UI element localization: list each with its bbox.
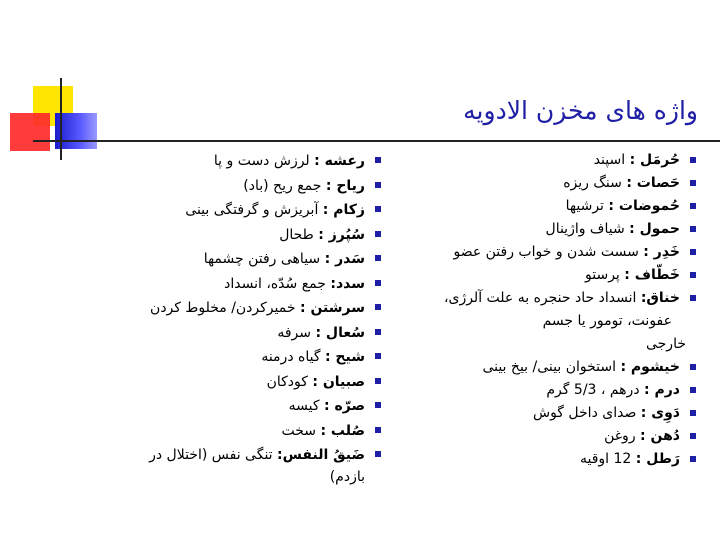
glossary-definition: ترشیها (565, 198, 609, 214)
bullet-square-icon (375, 378, 381, 384)
glossary-item (130, 371, 385, 393)
glossary-definition: سیاهی رفتن چشمها (203, 251, 325, 267)
glossary-definition: اسپند (593, 152, 630, 168)
glossary-definition: سست شدن و خواب رفتن عضو (453, 244, 644, 260)
glossary-item (130, 248, 385, 270)
glossary-continuation-line: خارجی (645, 336, 686, 352)
glossary-item (130, 322, 385, 344)
bullet-square-icon (690, 203, 696, 209)
glossary-term: سُعال : (315, 324, 365, 341)
decor-red-square (10, 113, 50, 151)
glossary-item (130, 395, 385, 417)
glossary-definition: درهم ، 5/3 گرم (546, 382, 645, 398)
glossary-term: خناق: (640, 290, 680, 306)
glossary-term: صُلب : (320, 422, 365, 439)
slide-title: واژه های مخزن الادویه (463, 96, 698, 125)
bullet-square-icon (375, 304, 381, 310)
bullet-square-icon (375, 255, 381, 261)
glossary-column-right (430, 150, 700, 472)
glossary-term: شیح : (324, 349, 365, 365)
glossary-column-left (130, 150, 385, 491)
glossary-item (430, 219, 700, 239)
bullet-square-icon (690, 180, 696, 186)
glossary-definition: سرفه (277, 324, 316, 341)
bullet-square-icon (375, 402, 381, 408)
glossary-term: حُرمَل : (629, 152, 680, 168)
glossary-continuation-line: عفونت، تومور یا جسم (542, 313, 672, 329)
glossary-item (430, 150, 700, 170)
glossary-item (130, 444, 385, 488)
glossary-term: سرشتن : (299, 300, 365, 316)
glossary-item (130, 297, 385, 319)
bullet-square-icon (375, 157, 381, 163)
bullet-square-icon (375, 206, 381, 212)
glossary-definition: صدای داخل گوش (532, 405, 641, 421)
bullet-square-icon (690, 433, 696, 439)
glossary-term: خَدِر : (643, 244, 680, 260)
glossary-term: خیشوم : (620, 359, 680, 375)
glossary-item (130, 224, 385, 246)
glossary-term: صبیان : (312, 373, 365, 390)
glossary-item (430, 173, 700, 193)
glossary-term: دُهن : (640, 428, 680, 444)
bullet-square-icon (375, 231, 381, 237)
bullet-square-icon (690, 272, 696, 278)
glossary-definition: جمع ریح (باد) (243, 177, 326, 194)
glossary-term: زکام : (322, 202, 365, 218)
glossary-term: ریاح : (325, 177, 365, 194)
glossary-definition: سنگ ریزه (563, 175, 627, 191)
glossary-definition: کیسه (288, 398, 325, 414)
glossary-item (430, 449, 700, 469)
glossary-item (130, 175, 385, 197)
glossary-term: حُموضات : (608, 198, 680, 214)
bullet-square-icon (375, 451, 381, 457)
glossary-definition: 12 اوقیه (579, 451, 636, 467)
glossary-definition: شیاف واژینال (545, 221, 630, 237)
glossary-item (430, 288, 700, 308)
glossary-item (430, 196, 700, 216)
glossary-term: حمول : (629, 221, 680, 237)
glossary-definition: روغن (604, 428, 641, 444)
bullet-square-icon (690, 157, 696, 163)
glossary-item (130, 150, 385, 172)
glossary-term: سَدر : (324, 251, 365, 267)
glossary-definition: لرزش دست و پا (213, 153, 315, 169)
glossary-item (130, 273, 385, 295)
glossary-item (130, 346, 385, 368)
glossary-definition: آبریزش و گرفتگی بینی (185, 202, 323, 218)
glossary-item (430, 380, 700, 400)
glossary-definition: جمع سُدّه، انسداد (224, 275, 331, 292)
glossary-item (430, 426, 700, 446)
glossary-term: ضَیقُ النفس: (277, 447, 365, 463)
glossary-item (430, 242, 700, 262)
glossary-definition: سخت (281, 422, 321, 439)
bullet-square-icon (375, 182, 381, 188)
glossary-term: صرّه : (324, 398, 365, 414)
glossary-definition: تنگی نفس (اختلال در بازدم) (149, 447, 365, 485)
bullet-square-icon (690, 410, 696, 416)
glossary-term: حَصات : (626, 175, 680, 191)
glossary-item (130, 420, 385, 442)
bullet-square-icon (375, 427, 381, 433)
bullet-square-icon (375, 280, 381, 286)
glossary-item (130, 199, 385, 221)
bullet-square-icon (690, 456, 696, 462)
bullet-square-icon (375, 353, 381, 359)
glossary-definition: طحال (279, 226, 319, 243)
glossary-definition: پرستو (585, 267, 625, 283)
glossary-term: سُپُرز : (318, 226, 365, 243)
glossary-definition: کودکان (266, 373, 313, 390)
glossary-term: سدد: (330, 275, 365, 292)
glossary-item (430, 265, 700, 285)
title-underline (33, 140, 720, 142)
glossary-term: رعشه : (314, 153, 365, 169)
glossary-term: دَوِی : (640, 405, 680, 421)
bullet-square-icon (690, 249, 696, 255)
glossary-definition: انسداد حاد حنجره به علت آلرژی، (443, 290, 641, 306)
glossary-term: خَطّاف : (624, 267, 680, 283)
glossary-term: رَطل : (635, 451, 680, 467)
bullet-square-icon (690, 295, 696, 301)
decor-vertical-line (60, 78, 62, 160)
glossary-term: درم : (644, 382, 680, 398)
bullet-square-icon (690, 387, 696, 393)
bullet-square-icon (375, 329, 381, 335)
glossary-item (430, 403, 700, 423)
glossary-item (430, 357, 700, 377)
glossary-definition: استخوان بینی/ بیخ بینی (482, 359, 621, 375)
glossary-definition: خمیرکردن/ مخلوط کردن (150, 300, 300, 316)
bullet-square-icon (690, 226, 696, 232)
glossary-definition: گیاه درمنه (261, 349, 325, 365)
bullet-square-icon (690, 364, 696, 370)
